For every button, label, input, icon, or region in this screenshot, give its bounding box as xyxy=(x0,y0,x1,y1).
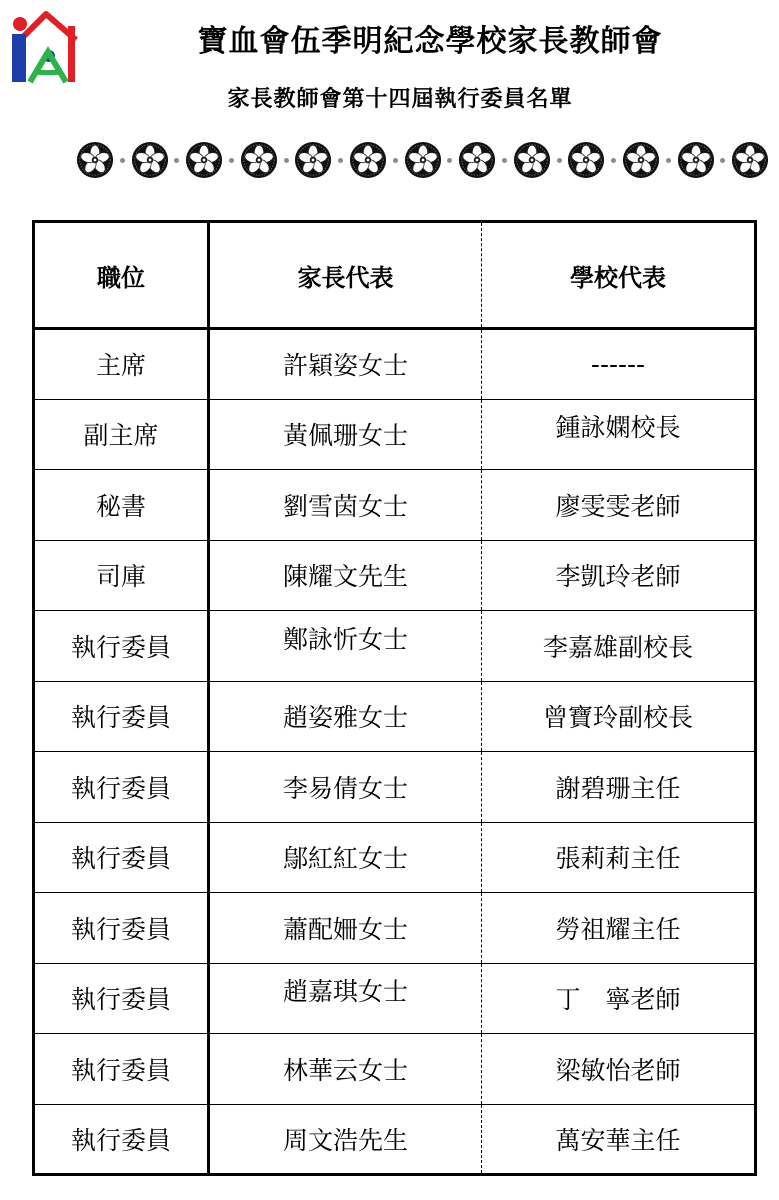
school-rep-cell: 張莉莉主任 xyxy=(482,822,756,893)
table-row xyxy=(34,540,756,611)
flower-ornament-icon xyxy=(185,141,223,179)
school-pta-logo-icon xyxy=(6,6,86,84)
school-rep-cell: 曾寶玲副校長 xyxy=(482,681,756,752)
table-row xyxy=(34,963,756,1034)
ornament-dot-icon xyxy=(223,158,240,163)
flower-ornament-icon xyxy=(131,141,169,179)
school-rep-cell: 梁敏怡老師 xyxy=(482,1034,756,1105)
ornament-divider xyxy=(76,140,716,180)
position-cell: 主席 xyxy=(34,329,209,400)
position-cell: 執行委員 xyxy=(34,1104,209,1175)
flower-ornament-icon xyxy=(240,141,278,179)
ornament-dot-icon xyxy=(387,158,404,163)
parent-rep-cell: 林華云女士 xyxy=(209,1034,482,1105)
parent-rep-cell: 劉雪茵女士 xyxy=(209,470,482,541)
school-rep-cell: 鍾詠嫻校長 xyxy=(555,413,681,443)
table-row xyxy=(34,611,756,682)
flower-ornament-icon xyxy=(513,141,551,179)
ornament-dot-icon xyxy=(278,158,295,163)
parent-rep-cell: 周文浩先生 xyxy=(209,1104,482,1175)
table-row xyxy=(34,470,756,541)
position-cell: 執行委員 xyxy=(34,1034,209,1105)
ornament-dot-icon xyxy=(169,158,186,163)
position-cell: 執行委員 xyxy=(34,963,209,1034)
flower-ornament-icon xyxy=(622,141,660,179)
flower-ornament-icon xyxy=(567,141,605,179)
committee-roster-table xyxy=(32,220,757,1176)
table-row xyxy=(34,752,756,823)
ornament-dot-icon xyxy=(332,158,349,163)
parent-rep-cell: 黃佩珊女士 xyxy=(209,399,482,470)
column-header-parent-rep: 家長代表 xyxy=(209,222,482,329)
parent-rep-cell: 鄭詠忻女士 xyxy=(282,624,408,654)
table-row xyxy=(34,329,756,400)
parent-rep-cell: 李易倩女士 xyxy=(209,752,482,823)
position-cell: 執行委員 xyxy=(34,822,209,893)
school-rep-cell: 萬安華主任 xyxy=(482,1104,756,1175)
ornament-dot-icon xyxy=(551,158,568,163)
school-rep-cell: 丁 寧老師 xyxy=(482,963,756,1034)
school-rep-cell: 廖雯雯老師 xyxy=(482,470,756,541)
school-rep-cell: 李凱玲老師 xyxy=(482,540,756,611)
ornament-dot-icon xyxy=(660,158,677,163)
flower-ornament-icon xyxy=(677,141,715,179)
table-row xyxy=(34,1034,756,1105)
flower-ornament-icon xyxy=(294,141,332,179)
table-row xyxy=(34,893,756,964)
column-header-position: 職位 xyxy=(34,222,209,329)
position-cell: 執行委員 xyxy=(34,752,209,823)
position-cell: 秘書 xyxy=(34,470,209,541)
position-cell: 執行委員 xyxy=(34,611,209,682)
table-row xyxy=(34,399,756,470)
ornament-dot-icon xyxy=(442,158,459,163)
school-rep-cell: 謝碧珊主任 xyxy=(482,752,756,823)
table-row xyxy=(34,681,756,752)
school-name: 寶血會伍季明紀念學校家長教師會 xyxy=(197,24,663,59)
column-header-school-rep: 學校代表 xyxy=(482,222,756,329)
parent-rep-cell: 許穎姿女士 xyxy=(209,329,482,400)
ornament-dot-icon xyxy=(605,158,622,163)
flower-ornament-icon xyxy=(349,141,387,179)
position-cell: 執行委員 xyxy=(34,681,209,752)
parent-rep-cell: 鄔紅紅女士 xyxy=(209,822,482,893)
school-rep-cell: ------ xyxy=(482,329,756,400)
position-cell: 副主席 xyxy=(34,399,209,470)
position-cell: 司庫 xyxy=(34,540,209,611)
school-rep-cell: 勞祖耀主任 xyxy=(482,893,756,964)
flower-ornament-icon xyxy=(458,141,496,179)
parent-rep-cell: 趙姿雅女士 xyxy=(209,681,482,752)
parent-rep-cell: 陳耀文先生 xyxy=(209,540,482,611)
table-header-row xyxy=(34,222,756,329)
table-row xyxy=(34,822,756,893)
ornament-dot-icon xyxy=(114,158,131,163)
ornament-dot-icon xyxy=(496,158,513,163)
school-rep-cell: 李嘉雄副校長 xyxy=(482,611,756,682)
ornament-dot-icon xyxy=(715,158,732,163)
flower-ornament-icon xyxy=(76,141,114,179)
table-row xyxy=(34,1104,756,1175)
flower-ornament-icon xyxy=(404,141,442,179)
committee-title: 家長教師會第十四屆執行委員名單 xyxy=(227,87,573,112)
position-cell: 執行委員 xyxy=(34,893,209,964)
flower-ornament-icon xyxy=(731,141,769,179)
parent-rep-cell: 蕭配姍女士 xyxy=(209,893,482,964)
parent-rep-cell: 趙嘉琪女士 xyxy=(282,977,408,1007)
